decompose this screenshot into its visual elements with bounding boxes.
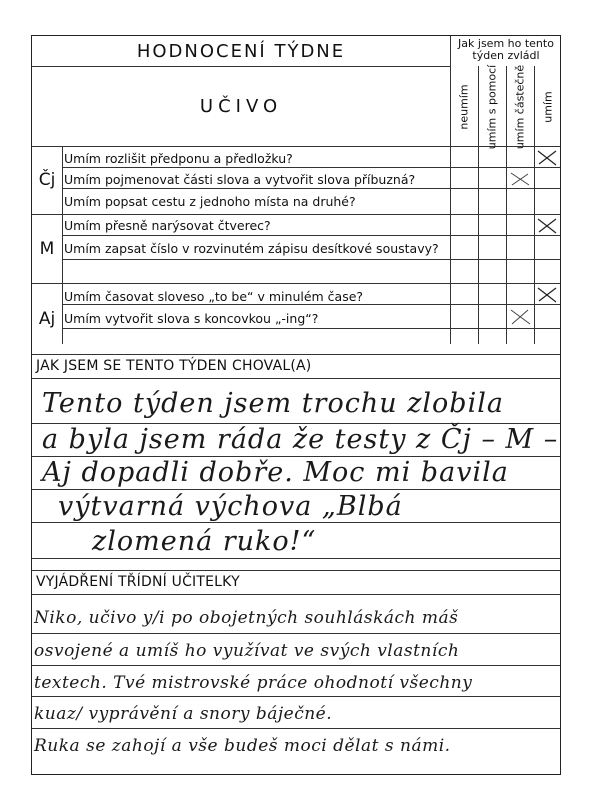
- skill-cj-1: Umím rozlišit předponu a předložku?: [64, 151, 293, 166]
- teacher-line-4: kuaz/ vyprávění a snory báječné.: [34, 704, 333, 724]
- subject-aj: Aj: [38, 308, 56, 329]
- scale-title-line2: týden zvládl: [472, 49, 540, 62]
- skill-m-1: Umím přesně narýsovat čtverec?: [64, 218, 271, 233]
- skill-aj-3: [64, 332, 450, 353]
- teacher-line-5: Ruka se zahojí a vše budeš moci dělat s námi.: [34, 736, 451, 756]
- teacher-line-2: osvojené a umíš ho využívat ve svých vlastních: [34, 641, 460, 661]
- col-head-umim: umím: [541, 91, 555, 123]
- teacher-title: VYJÁDŘENÍ TŘÍDNÍ UČITELKY: [36, 574, 240, 590]
- behavior-line-5: zlomená ruko!“: [92, 526, 317, 557]
- behavior-line-3: Aj dopadli dobře. Moc mi bavila: [42, 457, 509, 488]
- cross-mark-cj-1: [534, 148, 560, 167]
- teacher-line-3: textech. Tvé mistrovské práce ohodnotí všechny: [34, 673, 473, 693]
- teacher-line-1: Niko, učivo y/i po obojetných souhláskách máš: [34, 608, 459, 628]
- ucivo-heading: UČIVO: [199, 95, 283, 117]
- cross-mark-aj-1: [534, 285, 560, 304]
- col-head-s-pomoci: umím s pomocí: [485, 64, 499, 150]
- scale-title: [450, 38, 562, 62]
- skill-cj-3: Umím popsat cestu z jednoho místa na druhé?: [64, 194, 356, 209]
- behavior-title: JAK JSEM SE TENTO TÝDEN CHOVAL(A): [36, 358, 312, 374]
- subject-m: M: [39, 238, 55, 259]
- cross-mark-m-1: [534, 216, 560, 235]
- skill-m-2: Umím zapsat číslo v rozvinutém zápisu desítkové soustavy?: [64, 241, 439, 256]
- skill-m-3: [64, 262, 450, 283]
- evaluation-sheet: [31, 35, 561, 775]
- subject-cj: Čj: [38, 170, 56, 190]
- col-head-castecne: umím částečně: [513, 64, 527, 150]
- cross-mark-aj-2: [506, 306, 534, 327]
- skill-aj-1: Umím časovat sloveso „to be“ v minulém čase?: [64, 289, 364, 304]
- cross-mark-cj-2: [506, 169, 534, 188]
- sheet-title: HODNOCENÍ TÝDNE: [136, 40, 346, 62]
- scale-title-line1: Jak jsem ho tento: [458, 37, 554, 50]
- behavior-line-4: výtvarná výchova „Blbá: [58, 491, 403, 522]
- skill-aj-2: Umím vytvořit slova s koncovkou „-ing“?: [64, 311, 319, 326]
- behavior-line-1: Tento týden jsem trochu zlobila: [42, 388, 504, 419]
- col-head-neumim: neumím: [457, 84, 471, 130]
- skill-cj-2: Umím pojmenovat části slova a vytvořit slova příbuzná?: [64, 172, 416, 187]
- behavior-line-2: a byla jsem ráda že testy z Čj – M –: [42, 424, 559, 455]
